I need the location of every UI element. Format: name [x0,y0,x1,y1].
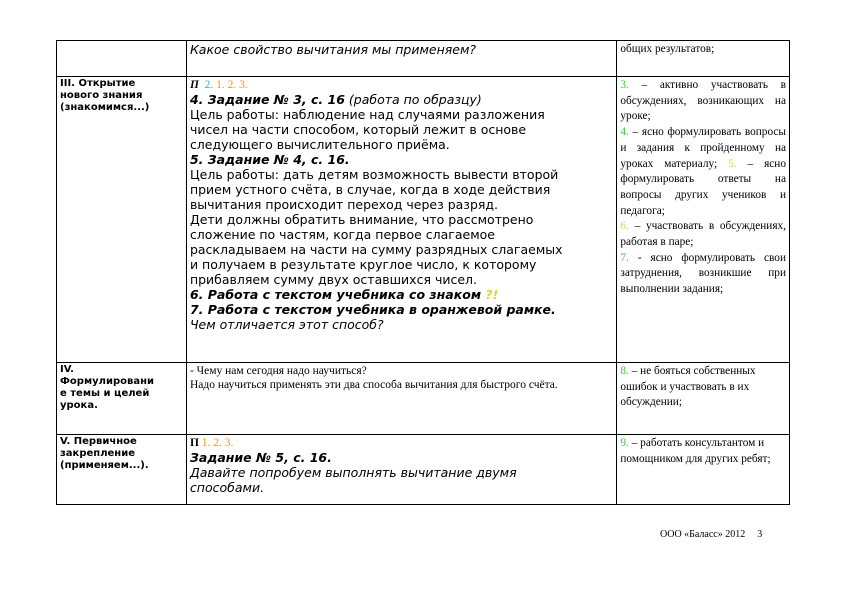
footer-company: ООО «Баласс» 2012 [660,529,746,540]
task-text: способами. [189,480,265,495]
result-text: - ясно формулировать свои затруднения, возникшие при выполнении задания; [620,251,786,296]
result-number: 8. [620,365,629,377]
result-text: – ясно формулировать вопросы и задания к пройденному на уроках материалу; [620,126,786,170]
stage-cell [57,363,187,435]
task-title: 5. Задание № 4, с. 16. [189,152,350,167]
stage-title: Формулировани [60,376,154,387]
result-item [620,125,786,219]
stage-title: (знакомимся...) [60,102,150,113]
result-text: – не бояться собственных ошибок и участвовать в их обсуждении; [620,365,756,409]
p-item: 3. [224,437,234,449]
results-cell [617,77,790,363]
stage-cell [57,77,187,363]
p-item: 1. [201,437,211,449]
stage-title: урока. [60,400,98,411]
goal-line: Цель работы: наблюдение над случаями разложения [189,107,545,122]
result-text: – ясно формулировать ответы на вопросы других учеников и педагога; [620,157,787,217]
question-text: Чем отличается этот способ? [189,317,384,332]
task-line [190,287,613,302]
goal-line: чисел на части способом, который лежит в основе [189,122,527,137]
stage-title: III. Открытие [60,78,136,89]
content-cell [186,363,616,435]
stage-title: V. Первичное [60,436,137,447]
task-title: 4. Задание № 3, с. 16 [189,92,345,107]
stage-title: закрепление [60,448,135,459]
result-item [620,251,786,298]
p-item: 2. [213,437,222,449]
table-row [57,363,790,435]
p-label: П [189,437,199,449]
task-title: 7. Работа с текстом учебника в оранжевой рамке. [189,302,556,317]
goal-line: и получаем в результате круглое число, к которому [189,257,537,272]
result-number: 5. [728,157,737,170]
p-item: 3. [239,79,248,91]
p-item: 1. [216,79,225,91]
p-line [190,78,613,92]
stage-title: е темы и целей [60,388,150,399]
result-item [620,219,786,250]
content-cell [186,77,616,363]
goal-line: сложение по частям, когда первое слагаемое [189,227,495,242]
task-note: (работа по образцу) [348,92,482,107]
result-item [620,364,786,411]
goal-line: следующего вычислительного приёма. [189,137,450,152]
stage-title: (применяем...). [60,460,149,471]
p-line [190,436,613,450]
p-item: 2. [227,79,237,91]
goal-line: прибавляем сумму двух оставшихся чисел. [189,272,477,287]
goal-line: Дети должны обратить внимание, что рассмотрено [189,212,534,227]
answer-text: Надо научиться применять эти два способа вычитания для быстрого счёта. [189,379,558,391]
task-text: Давайте попробуем выполнять вычитание двумя [189,465,517,480]
stage-title: нового знания [60,90,143,101]
goal-line: прием устного счёта, в случае, когда в ходе действия [189,182,551,197]
result-item [620,436,786,467]
question-text: - Чему нам сегодня надо научиться? [189,365,367,377]
question-text: Какое свойство вычитания мы применяем? [189,42,477,57]
content-cell [186,435,616,505]
content-cell [186,41,616,77]
result-text: – активно участвовать в обсуждениях, возникающих на уроке; [620,79,786,123]
result-number: 4. [620,126,629,139]
task-title: 6. Работа с текстом учебника со знаком [189,287,482,302]
stage-title: IV. [60,364,74,375]
page-number: 3 [757,529,763,540]
p-item: 2. [204,79,214,91]
stage-cell [57,41,187,77]
result-number: 9. [620,437,629,449]
sign-icon: ?! [485,287,499,302]
result-text: – участвовать в обсуждениях, работая в паре; [620,220,786,249]
result-text: общих результатов; [620,43,715,55]
page-footer [660,529,762,540]
goal-line: вычитания происходит переход через разряд. [189,197,499,212]
table-row [57,77,790,363]
results-cell [617,363,790,435]
result-number: 6. [620,220,629,233]
goal-line: Цель работы: дать детям возможность вывести второй [189,167,559,182]
stage-cell [57,435,187,505]
table-row [57,435,790,505]
results-cell [617,41,790,77]
result-item [620,78,786,125]
result-number: 7. [620,251,629,264]
lesson-plan-table [56,40,790,505]
p-label: П [189,79,199,91]
result-text: – работать консультантом и помощником для других ребят; [620,437,771,465]
task-line [190,92,613,107]
results-cell [617,435,790,505]
goal-line: раскладываем на части на сумму разрядных слагаемых [189,242,563,257]
task-title: Задание № 5, с. 16. [189,450,332,465]
result-number: 3. [620,79,629,91]
table-row [57,41,790,77]
